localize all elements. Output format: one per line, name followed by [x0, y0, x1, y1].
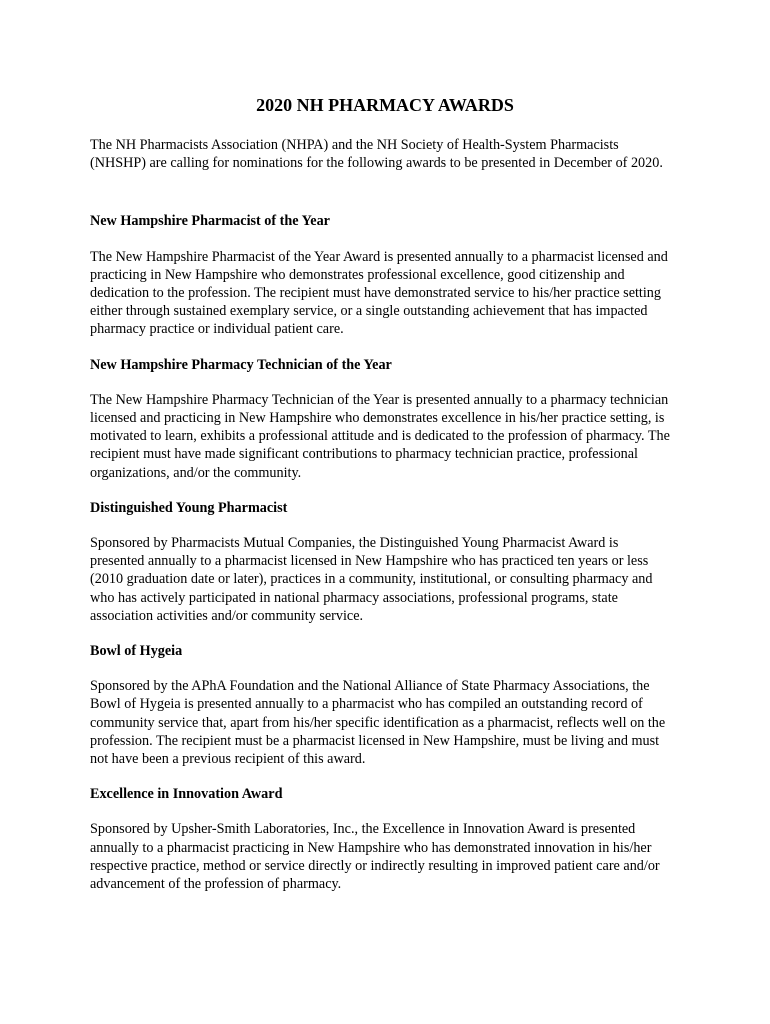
section-body-technician-of-the-year: The New Hampshire Pharmacy Technician of the Year is presented annually to a pharmacy technician licensed and practicing in New Hampshire who demonstrates excellence in his/her practice setting, is motivated to learn, exhibits a professional attitude and is dedicated to the profession of pharmacy. The recipient must have made significant contributions to pharmacy technician practice, professional organizations, and/or the community.	[90, 391, 670, 481]
section-heading-bowl-of-hygeia: Bowl of Hygeia	[90, 643, 183, 660]
section-body-bowl-of-hygeia: Sponsored by the APhA Foundation and the National Alliance of State Pharmacy Associations, the Bowl of Hygeia is presented annually to a pharmacist who has compiled an outstanding record of community service that, apart from his/her specific identification as a pharmacist, reflects well on the profession. The recipient must be a pharmacist licensed in New Hampshire, must be living and must not have been a previous recipient of this award.	[90, 678, 666, 768]
section-body-distinguished-young-pharmacist: Sponsored by Pharmacists Mutual Companies, the Distinguished Young Pharmacist Award is presented annually to a pharmacist licensed in New Hampshire who has practiced ten years or less (2010 graduation date or later), practices in a community, institutional, or consulting pharmacy and who has actively participated in national pharmacy associations, professional programs, state association activities and/or community service.	[90, 535, 653, 624]
section-heading-excellence-in-innovation: Excellence in Innovation Award	[90, 786, 283, 803]
document-title: 2020 NH PHARMACY AWARDS	[256, 95, 514, 115]
section-body-pharmacist-of-the-year: The New Hampshire Pharmacist of the Year Award is presented annually to a pharmacist licensed and practicing in New Hampshire who demonstrates professional excellence, good citizenship and dedication to the profession. The recipient must have demonstrated service to his/her practice setting either through sustained exemplary service, or a single outstanding achievement that has impacted pharmacy practice or individual patient care.	[90, 248, 668, 338]
document-content	[90, 136, 672, 910]
section-heading-distinguished-young-pharmacist: Distinguished Young Pharmacist	[90, 499, 288, 516]
intro-paragraph: The NH Pharmacists Association (NHPA) and the NH Society of Health-System Pharmacists (NHSHP) are calling for nominations for the following awards to be presented in December of 2020.	[90, 137, 663, 172]
section-heading-technician-of-the-year: New Hampshire Pharmacy Technician of the Year	[90, 356, 392, 373]
section-heading-pharmacist-of-the-year: New Hampshire Pharmacist of the Year	[90, 213, 330, 230]
section-body-excellence-in-innovation: Sponsored by Upsher-Smith Laboratories, Inc., the Excellence in Innovation Award is presented annually to a pharmacist practicing in New Hampshire who has demonstrated innovation in his/her respective practice, method or service directly or indirectly resulting in improved patient care and/or advancement of the profession of pharmacy.	[90, 821, 660, 893]
